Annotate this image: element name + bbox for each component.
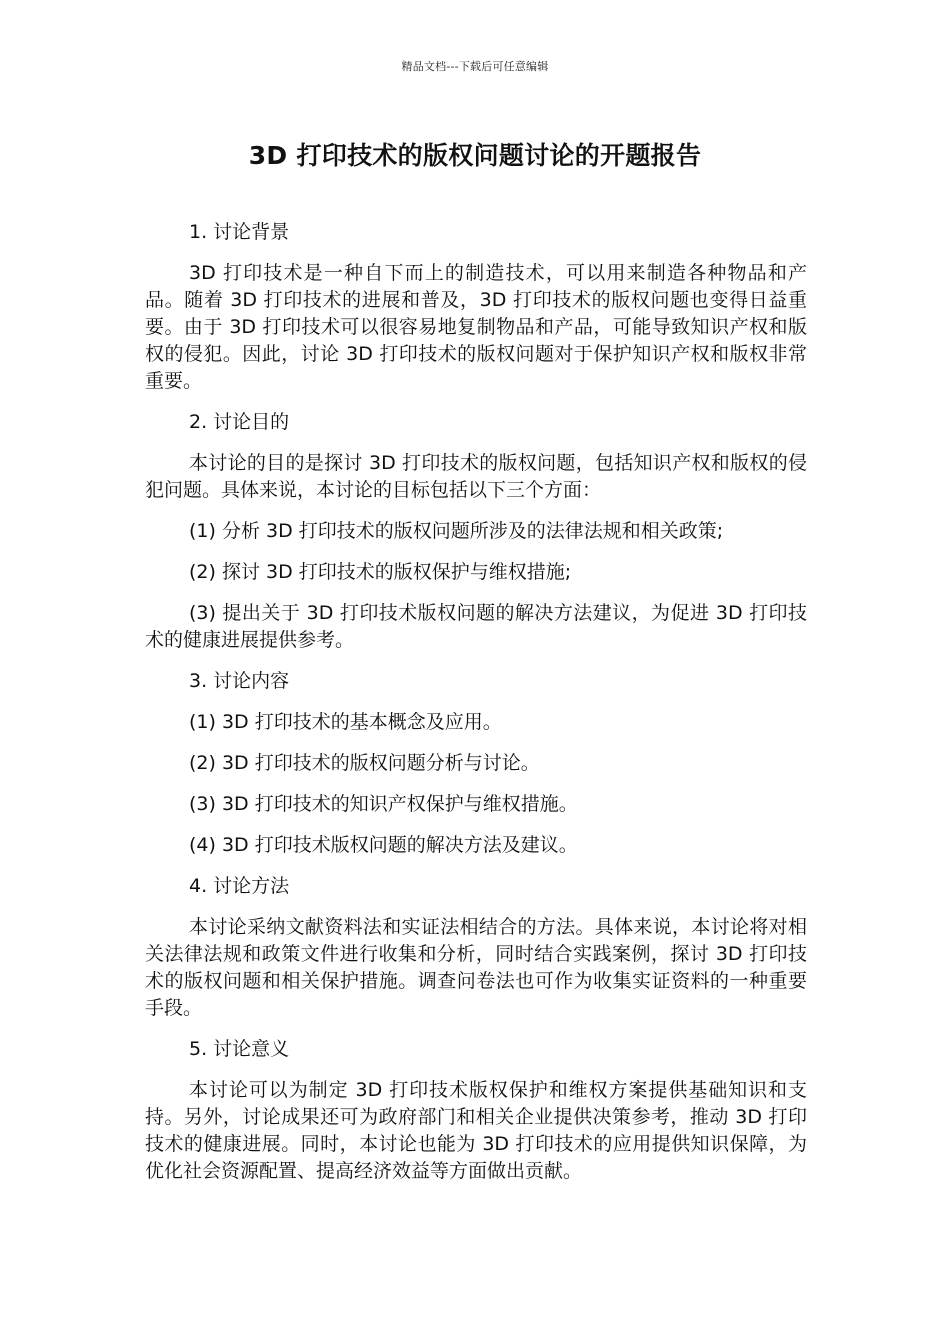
purpose-item-1: (1) 分析 3D 打印技术的版权问题所涉及的法律法规和相关政策; [189, 520, 724, 542]
content-item-2: (2) 3D 打印技术的版权问题分析与讨论。 [189, 752, 540, 774]
content-item-4: (4) 3D 打印技术版权问题的解决方法及建议。 [189, 834, 578, 856]
document-title: 3D 打印技术的版权问题讨论的开题报告 [248, 141, 702, 170]
section-heading-background: 1. 讨论背景 [189, 221, 290, 243]
header-note: 精品文档---下载后可任意编辑 [401, 60, 549, 73]
purpose-item-3: (3) 提出关于 3D 打印技术版权问题的解决方法建议，为促进 3D 打印技术的健康进展提供参考。 [145, 602, 807, 651]
paragraph-background: 3D 打印技术是一种自下而上的制造技术，可以用来制造各种物品和产品。随着 3D 打印技术的进展和普及，3D 打印技术的版权问题也变得日益重要。由于 3D 打印技术可以很容易地复制物品和产品，可能导致知识产权和版权的侵犯。因此，讨论 3D 打印技术的版权问题对于保护知识产权和版权非常重要。 [145, 262, 807, 392]
section-heading-method: 4. 讨论方法 [189, 875, 290, 897]
section-heading-purpose: 2. 讨论目的 [189, 411, 290, 433]
document-body [145, 219, 807, 1185]
paragraph-purpose: 本讨论的目的是探讨 3D 打印技术的版权问题，包括知识产权和版权的侵犯问题。具体来说，本讨论的目标包括以下三个方面： [145, 452, 807, 501]
paragraph-method: 本讨论采纳文献资料法和实证法相结合的方法。具体来说，本讨论将对相关法律法规和政策文件进行收集和分析，同时结合实践案例，探讨 3D 打印技术的版权问题和相关保护措施。调查问卷法也可作为收集实证资料的一种重要手段。 [145, 916, 807, 1019]
content-item-3: (3) 3D 打印技术的知识产权保护与维权措施。 [189, 793, 578, 815]
purpose-item-2: (2) 探讨 3D 打印技术的版权保护与维权措施; [189, 561, 572, 583]
section-heading-significance: 5. 讨论意义 [189, 1038, 290, 1060]
paragraph-significance: 本讨论可以为制定 3D 打印技术版权保护和维权方案提供基础知识和支持。另外，讨论成果还可为政府部门和相关企业提供决策参考，推动 3D 打印技术的健康进展。同时，本讨论也能为 3D 打印技术的应用提供知识保障，为优化社会资源配置、提高经济效益等方面做出贡献。 [145, 1079, 807, 1182]
section-heading-content: 3. 讨论内容 [189, 670, 290, 692]
content-item-1: (1) 3D 打印技术的基本概念及应用。 [189, 711, 502, 733]
